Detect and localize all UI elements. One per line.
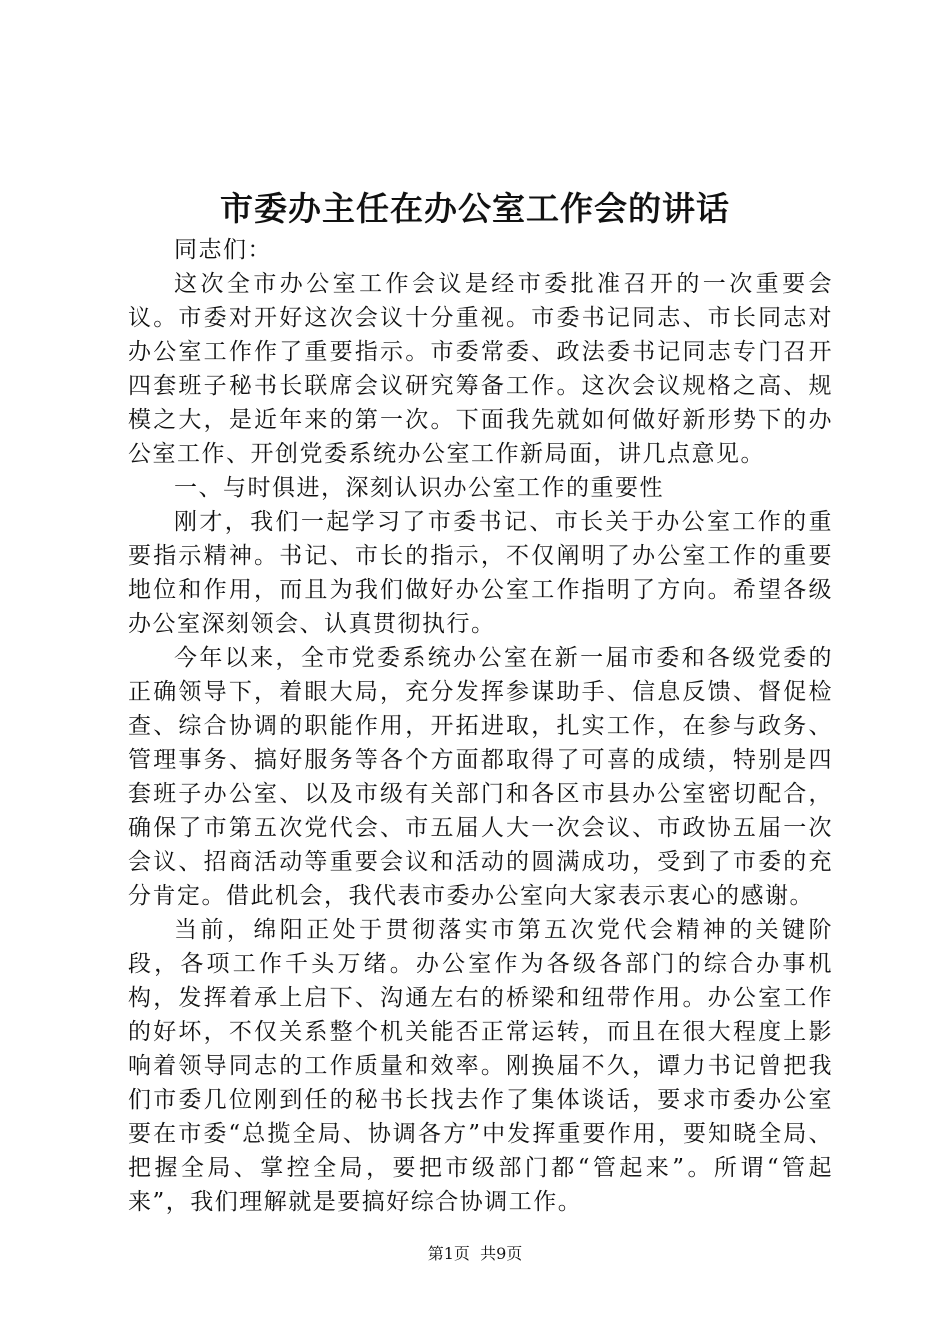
page-number: 第1页 — [427, 1244, 470, 1263]
salutation-paragraph: 同志们： — [174, 237, 272, 263]
page-total: 共9页 — [480, 1244, 523, 1263]
body-paragraph: 当前，绵阳正处于贯彻落实市第五次党代会精神的关键阶段，各项工作千头万绪。办公室作为各级各部门的综合办事机构，发挥着承上启下、沟通左右的桥梁和纽带作用。办公室工作的好坏，不仅关系整个机关能否正常运转，而且在很大程度上影响着领导同志的工作质量和效率。刚换届不久，谭力书记曾把我们市委几位刚到任的秘书长找去作了集体谈话，要求市委办公室要在市委“总揽全局、协调各方”中发挥重要作用，要知晓全局、把握全局、掌控全局，要把市级部门都“管起来”。所谓“管起来”，我们理解就是要搞好综合协调工作。 — [128, 917, 833, 1215]
document-title: 市委办主任在办公室工作会的讲话 — [220, 189, 730, 228]
intro-paragraph: 这次全市办公室工作会议是经市委批准召开的一次重要会议。市委对开好这次会议十分重视。市委书记同志、市长同志对办公室工作作了重要指示。市委常委、政法委书记同志专门召开四套班子秘书长联席会议研究筹备工作。这次会议规格之高、规模之大，是近年来的第一次。下面我先就如何做好新形势下的办公室工作、开创党委系统办公室工作新局面，讲几点意见。 — [128, 271, 833, 467]
body-paragraph: 今年以来，全市党委系统办公室在新一届市委和各级党委的正确领导下，着眼大局，充分发挥参谋助手、信息反馈、督促检查、综合协调的职能作用，开拓进取，扎实工作，在参与政务、管理事务、搞好服务等各个方面都取得了可喜的成绩，特别是四套班子办公室、以及市级有关部门和各区市县办公室密切配合，确保了市第五次党代会、市五届人大一次会议、市政协五届一次会议、招商活动等重要会议和活动的圆满成功，受到了市委的充分肯定。借此机会，我代表市委办公室向大家表示衷心的感谢。 — [128, 645, 833, 909]
body-paragraph: 刚才，我们一起学习了市委书记、市长关于办公室工作的重要指示精神。书记、市长的指示，不仅阐明了办公室工作的重要地位和作用，而且为我们做好办公室工作指明了方向。希望各级办公室深刻领会、认真贯彻执行。 — [128, 509, 833, 637]
document-body — [128, 233, 833, 1219]
page-footer — [0, 1242, 950, 1266]
section-heading: 一、与时俱进，深刻认识办公室工作的重要性 — [174, 475, 664, 501]
